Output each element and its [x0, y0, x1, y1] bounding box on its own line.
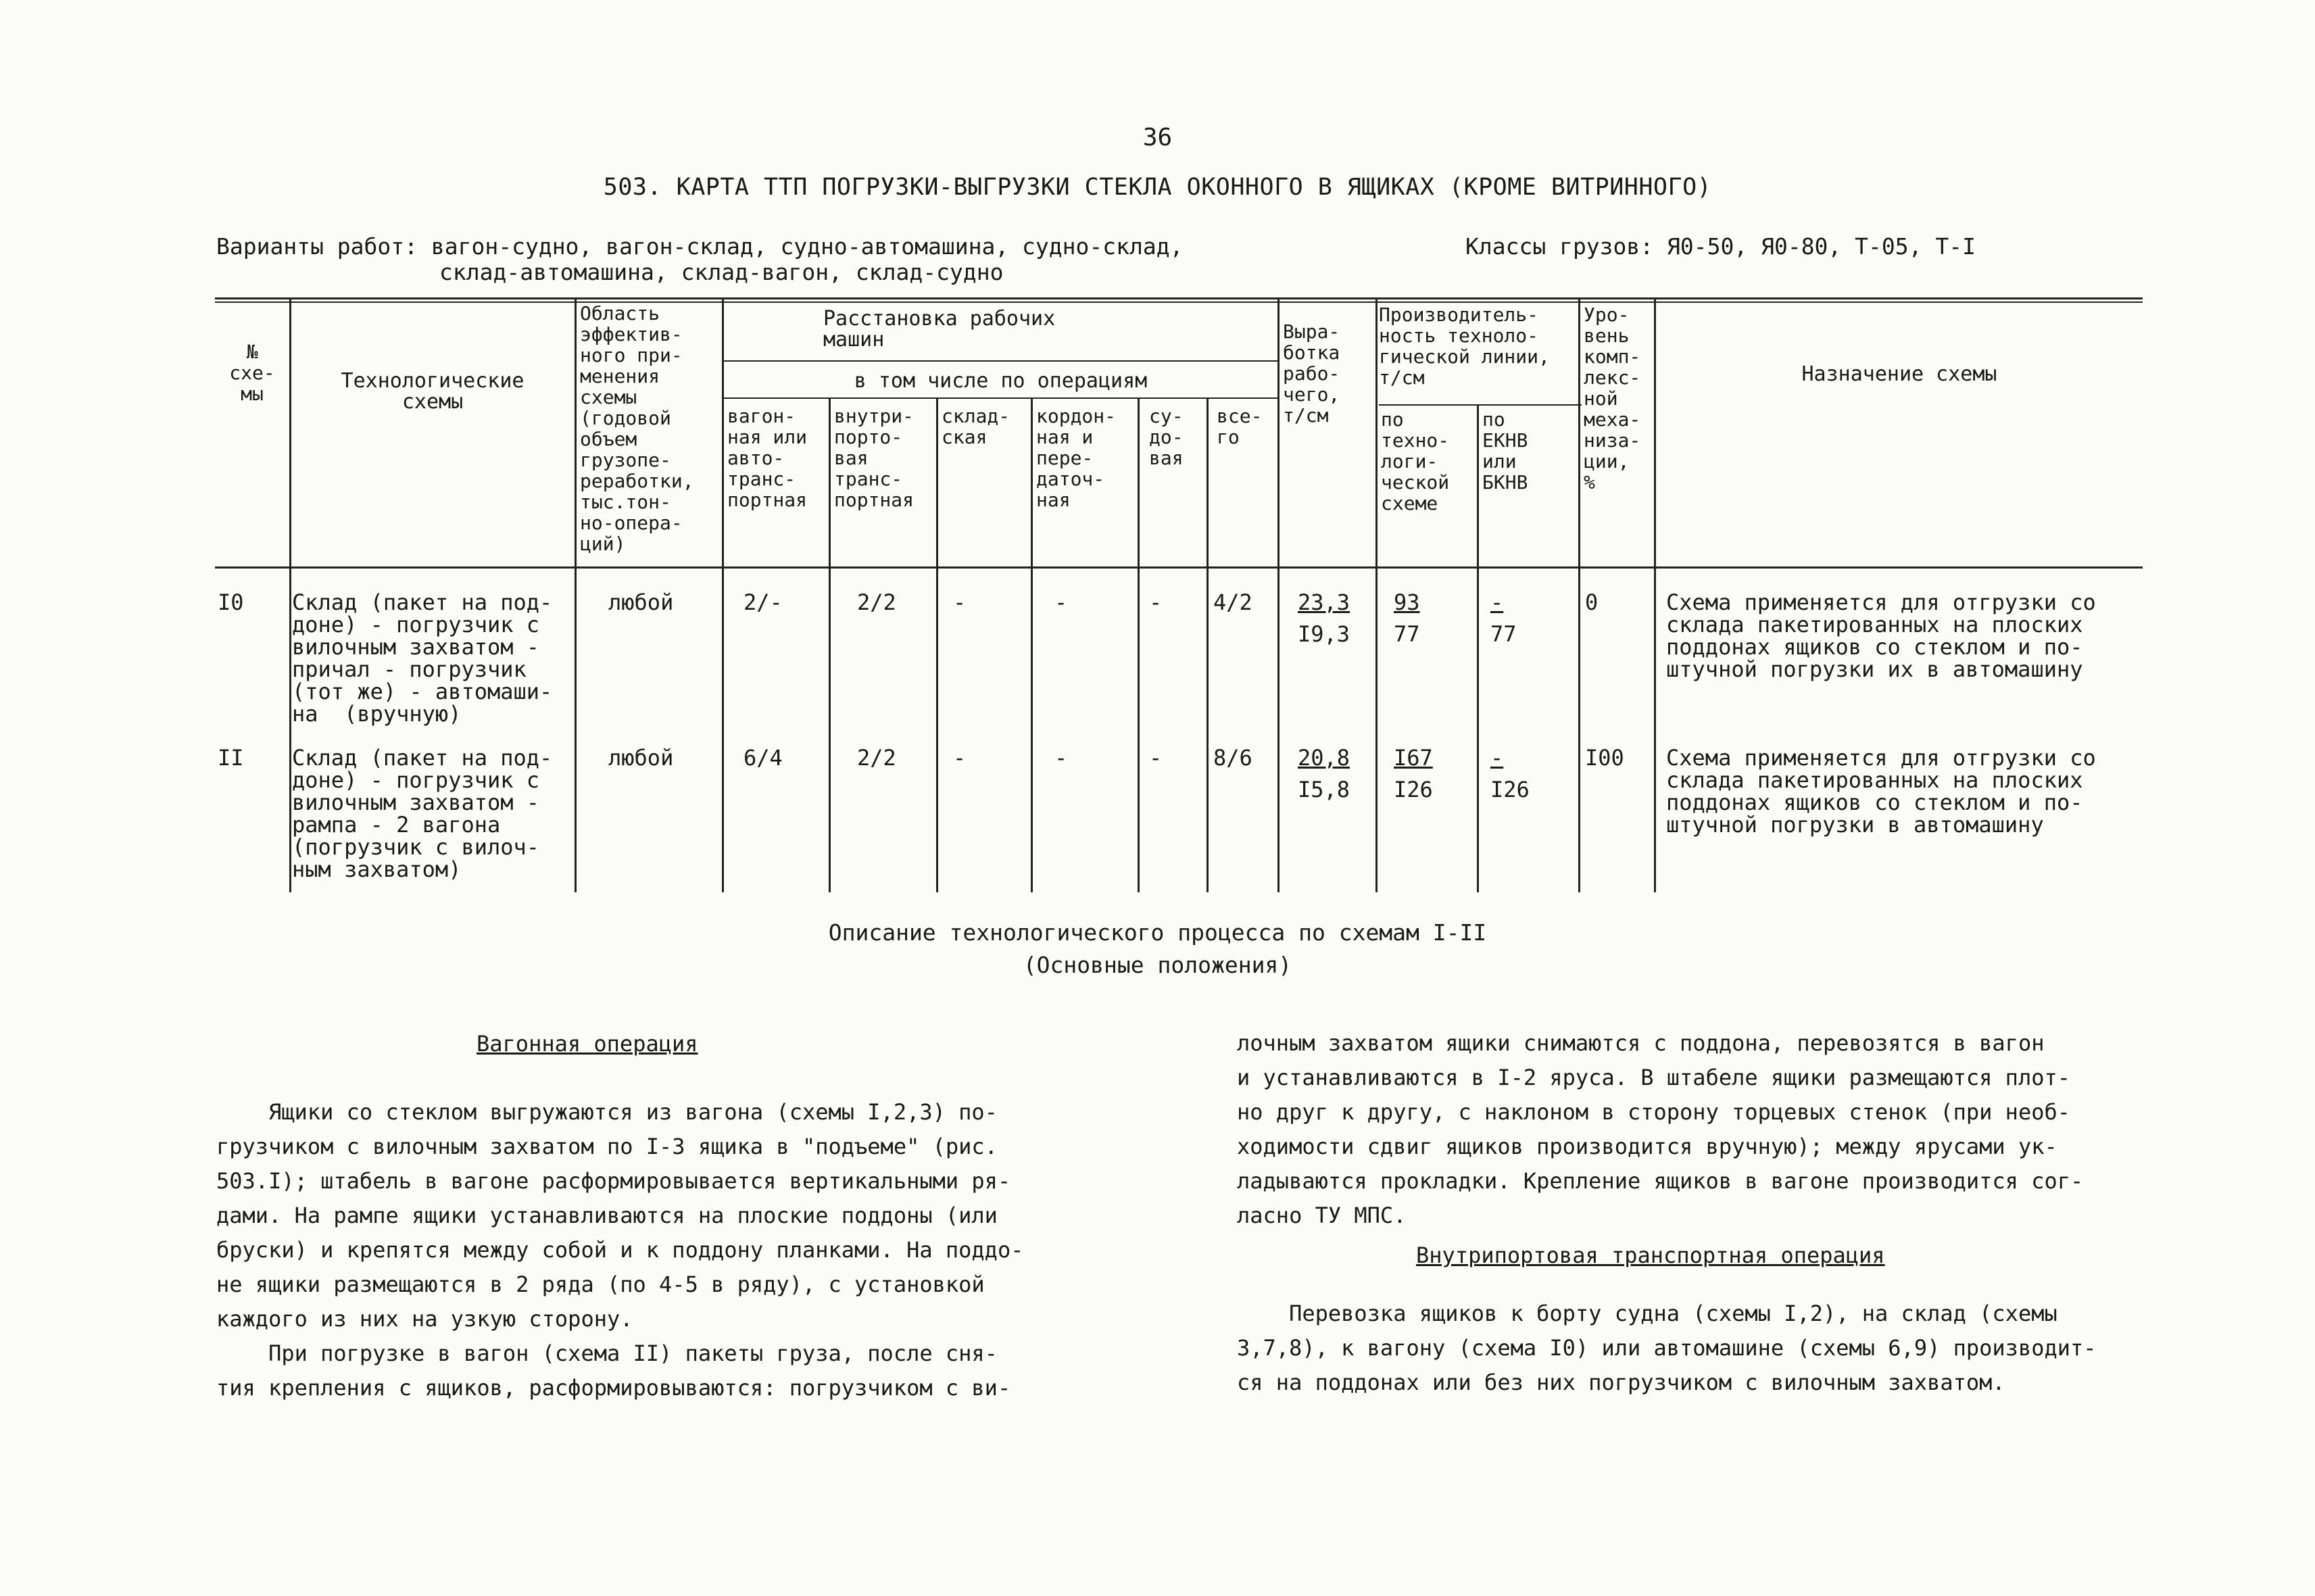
col-line-13 [1654, 297, 1656, 892]
text-line: ладываются прокладки. Крепление ящиков в вагоне производится сог- [1237, 1168, 2084, 1194]
work-variants-line1: Варианты работ: вагон-судно, вагон-склад, судно-автомашина, судно-склад, [216, 233, 1184, 260]
heading-intraport-operation: Внутрипортовая транспортная операция [1416, 1242, 1885, 1268]
row2-purpose: Схема применяется для отгрузки со склада пакетированных на плоских поддонах ящиков со стеклом и по- штучной погрузки в автомашину [1666, 745, 2096, 838]
row1-prod-scheme-bottom: 77 [1394, 621, 1420, 647]
row2-prod-ekhnv-bottom: I26 [1490, 777, 1530, 802]
text-line: дами. На рампе ящики устанавливаются на плоские поддоны (или [216, 1203, 998, 1228]
row1-output-top: 23,3 [1298, 589, 1350, 615]
row1-prod-ekhnv-bottom: 77 [1490, 621, 1517, 647]
text-line: грузчиком с вилочным захватом по I-3 ящика в "подъеме" (рис. [216, 1134, 998, 1159]
text-line: Ящики со стеклом выгружаются из вагона (схемы I,2,3) по- [216, 1099, 998, 1125]
col-line-4 [829, 399, 831, 892]
col-line-5 [936, 399, 938, 892]
col-line-2 [575, 297, 577, 892]
text-line: каждого из них на узкую сторону. [216, 1306, 633, 1332]
heading-wagon-operation: Вагонная операция [477, 1031, 698, 1057]
col-line-8 [1207, 399, 1209, 892]
text-line: но друг к другу, с наклоном в сторону торцевых стенок (при необ- [1237, 1099, 2070, 1125]
row1-intraport: 2/2 [857, 589, 896, 615]
row1-cordon: - [1054, 589, 1068, 615]
row2-warehouse: - [953, 745, 967, 771]
text-line: 3,7,8), к вагону (схема I0) или автомашине (схемы 6,9) производит- [1237, 1335, 2097, 1361]
row2-no: II [218, 745, 244, 771]
text-line: При погрузке в вагон (схема II) пакеты груза, после сня- [216, 1340, 998, 1366]
row1-warehouse: - [953, 589, 967, 615]
table-top-border-inner [215, 301, 2143, 303]
row2-total: 8/6 [1213, 745, 1252, 771]
header-incl-ops: в том числе по операциям [854, 369, 1148, 393]
row2-output-bottom: I5,8 [1298, 777, 1350, 802]
row1-area: любой [608, 589, 674, 615]
header-mechanization: Уро- вень комп- лекс- ной меха- низа- ции, % [1584, 304, 1641, 493]
text-line: ласно ТУ МПС. [1237, 1203, 1407, 1228]
table-top-border [215, 297, 2143, 299]
text-line: не ящики размещаются в 2 ряда (по 4-5 в ряду), с установкой [216, 1272, 985, 1297]
row2-ship: - [1149, 745, 1163, 771]
header-area: Область эффектив- ного при- менения схемы (годовой объем грузопе- реработки, тыс.тон- но-опера- ций) [580, 302, 694, 555]
col-line-11 [1477, 406, 1479, 892]
row2-cordon: - [1054, 745, 1068, 771]
row1-wagon: 2/- [744, 589, 783, 615]
header-placement: Расстановка рабочих машин [823, 307, 1056, 352]
row2-wagon: 6/4 [744, 745, 783, 771]
description-title: Описание технологического процесса по схемам I-II [828, 919, 1487, 946]
col-line-6 [1031, 399, 1033, 892]
row1-total: 4/2 [1213, 589, 1252, 615]
text-line: Перевозка ящиков к борту судна (схемы I,2), на склад (схемы [1237, 1301, 2057, 1326]
col-line-7 [1138, 399, 1140, 892]
text-line: лочным захватом ящики снимаются с поддона, перевозятся в вагон [1237, 1030, 2045, 1056]
page-title: 503. КАРТА ТТП ПОГРУЗКИ-ВЫГРУЗКИ СТЕКЛА ОКОННОГО В ЯЩИКАХ (КРОМЕ ВИТРИННОГО) [603, 174, 1712, 201]
header-op-wagon: вагон- ная или авто- транс- портная [727, 405, 808, 511]
header-bottom-border [215, 566, 2143, 569]
row2-output-top: 20,8 [1298, 745, 1350, 771]
text-line: ся на поддонах или без них погрузчиком с вилочным захватом. [1237, 1370, 2005, 1395]
header-op-total: все- го [1217, 405, 1263, 448]
header-purpose: Назначение схемы [1801, 362, 1997, 386]
row2-mech: I00 [1585, 745, 1624, 771]
left-column-text [216, 1095, 1023, 1405]
header-scheme-no: № схе- мы [229, 341, 275, 405]
row1-ship: - [1149, 589, 1163, 615]
row2-scheme: Склад (пакет на под- доне) - погрузчик с вилочным захватом - рампа - 2 вагона (погрузчик с вилоч- ным захватом) [292, 745, 553, 882]
row1-mech: 0 [1585, 589, 1599, 615]
text-line: бруски) и крепятся между собой и к поддону планками. На поддо- [216, 1237, 1024, 1263]
right-column-text-bottom [1237, 1297, 2097, 1400]
header-op-ship: су- до- вая [1149, 405, 1184, 469]
header-op-intraport: внутри- порто- вая транс- портная [834, 405, 915, 511]
productivity-divider [1379, 404, 1582, 406]
row2-intraport: 2/2 [857, 745, 896, 771]
header-op-cordon: кордон- ная и пере- даточ- ная [1036, 405, 1117, 511]
header-productivity: Производитель- ность техноло- гической линии, т/см [1379, 304, 1550, 389]
header-tech-schemes: Технологические схемы [341, 369, 525, 414]
ops-divider [722, 397, 1280, 399]
header-output: Выра- ботка рабо- чего, т/см [1283, 320, 1340, 427]
page-number: 36 [1142, 124, 1173, 151]
row1-prod-scheme-top: 93 [1394, 589, 1420, 615]
col-line-12 [1578, 297, 1580, 892]
text-line: ходимости сдвиг ящиков производится вручную); между ярусами ук- [1237, 1134, 2057, 1159]
header-op-warehouse: склад- ская [942, 405, 1010, 448]
row2-prod-ekhnv-top: - [1490, 745, 1504, 771]
row1-no: I0 [218, 589, 244, 615]
text-line: и устанавливаются в I-2 яруса. В штабеле ящики размещаются плот- [1237, 1065, 2070, 1090]
row1-prod-ekhnv-top: - [1490, 589, 1504, 615]
text-line: 503.I); штабель в вагоне расформировывается вертикальными ря- [216, 1168, 1011, 1194]
row1-scheme: Склад (пакет на под- доне) - погрузчик с вилочным захватом - причал - погрузчик (тот же) - автомаши- на (вручную) [292, 589, 553, 727]
right-column-text-top [1237, 1026, 2083, 1233]
description-subtitle: (Основные положения) [1023, 952, 1292, 978]
row2-prod-scheme-bottom: I26 [1394, 777, 1433, 802]
row2-prod-scheme-top: I67 [1394, 745, 1433, 771]
header-prod-by-ekhnv: по ЕКНВ или БКНВ [1482, 408, 1528, 493]
header-prod-by-scheme: по техно- логи- ческой схеме [1381, 408, 1450, 514]
row1-output-bottom: I9,3 [1298, 621, 1350, 647]
cargo-classes: Классы грузов: Я0-50, Я0-80, Т-05, Т-I [1465, 233, 1976, 260]
row2-area: любой [608, 745, 674, 771]
work-variants-line2: склад-автомашина, склад-вагон, склад-судно [439, 259, 1004, 285]
row1-purpose: Схема применяется для отгрузки со склада пакетированных на плоских поддонах ящиков со стеклом и по- штучной погрузки их в автомашину [1666, 589, 2096, 682]
col-line-10 [1375, 297, 1378, 892]
placement-divider [722, 360, 1280, 362]
text-line: тия крепления с ящиков, расформировываются: погрузчиком с ви- [216, 1375, 1011, 1401]
